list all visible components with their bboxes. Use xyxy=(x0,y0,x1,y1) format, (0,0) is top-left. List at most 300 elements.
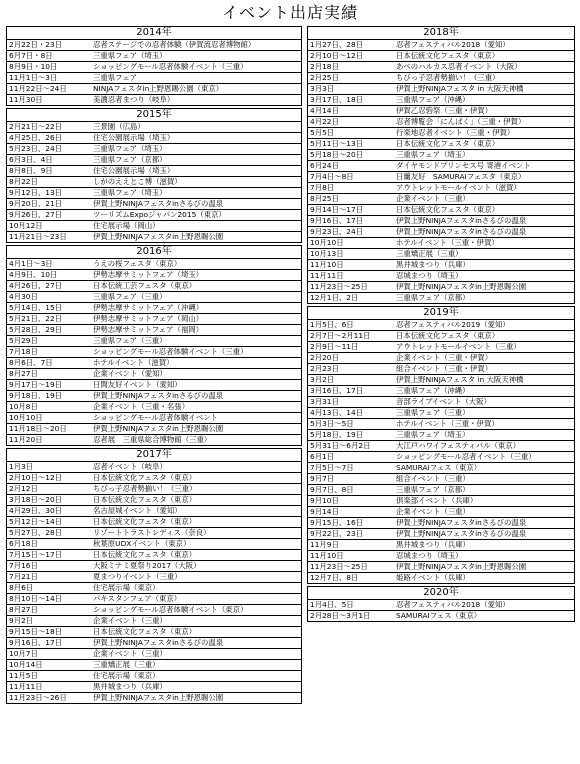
event-row xyxy=(7,347,301,358)
event-row xyxy=(7,325,301,336)
event-date: 2月28日～3月1日 xyxy=(310,611,371,620)
event-name: 組合イベント（三重） xyxy=(396,474,470,483)
event-date: 4月25日、26日 xyxy=(9,133,63,142)
event-row xyxy=(308,551,574,562)
event-row xyxy=(308,293,574,303)
event-name: 日本伝統文化フェスタ（東京） xyxy=(93,627,197,636)
event-name: 伊勢志摩サミットフェア（岡山） xyxy=(93,314,204,323)
event-date: 9月7日、8日 xyxy=(310,485,354,494)
event-row xyxy=(308,205,574,216)
event-name: 忍城まつり（埼玉） xyxy=(396,551,463,560)
event-date: 9月20日、21日 xyxy=(9,199,63,208)
event-name: 三重矯正展（三重） xyxy=(93,660,160,669)
event-name: 三重県フェア（京都） xyxy=(396,485,470,494)
event-name: 忍者ステージでの忍者体験（伊賀流忍者博物館） xyxy=(93,40,256,49)
event-row xyxy=(308,150,574,161)
event-name: 組合イベント（三重・伊賀） xyxy=(396,364,493,373)
event-row xyxy=(7,424,301,435)
event-name: 伊賀上野NINJAフェスタin上野恩賜公園 xyxy=(396,282,527,291)
event-date: 9月18日、19日 xyxy=(9,391,63,400)
year-section xyxy=(307,586,575,622)
event-date: 5月3日～5日 xyxy=(310,419,354,428)
event-name: ツーリズムExpoジャパン2015（東京） xyxy=(93,210,226,219)
event-date: 4月13日、14日 xyxy=(310,408,364,417)
event-date: 9月22日、23日 xyxy=(310,529,364,538)
event-date: 5月27日、28日 xyxy=(9,528,63,537)
year-heading: 2015年 xyxy=(7,109,301,122)
event-name: 企業イベント（三重） xyxy=(396,507,470,516)
event-row xyxy=(7,517,301,528)
event-date: 9月16日、17日 xyxy=(310,216,364,225)
event-date: 9月14日 xyxy=(310,507,339,516)
event-row xyxy=(7,166,301,177)
event-name: ホテルイベント（三重・伊賀） xyxy=(396,419,499,428)
event-date: 8月8日、9日 xyxy=(9,166,53,175)
event-name: 忍者展 三重県総合博物館（三重） xyxy=(93,435,212,444)
event-name: 黒井城まつり（兵庫） xyxy=(396,260,470,269)
event-date: 5月31日～6月2日 xyxy=(310,441,371,450)
event-date: 8月27日 xyxy=(9,605,38,614)
event-date: 5月12日～14日 xyxy=(9,517,63,526)
event-row xyxy=(308,441,574,452)
year-section xyxy=(6,26,302,106)
year-section xyxy=(6,108,302,243)
event-name: 企業イベント（三重） xyxy=(93,649,167,658)
event-row xyxy=(308,364,574,375)
event-row xyxy=(7,133,301,144)
year-heading: 2017年 xyxy=(7,449,301,462)
event-name: NINJAフェスタin上野恩賜公園（東京） xyxy=(93,84,224,93)
event-row xyxy=(7,95,301,105)
year-section xyxy=(6,245,302,446)
event-date: 11月22日～24日 xyxy=(9,84,67,93)
event-date: 10月13日 xyxy=(310,249,344,258)
event-date: 11月10日 xyxy=(310,551,344,560)
event-name: しがのええとこ博（滋賀） xyxy=(93,177,182,186)
event-row xyxy=(7,144,301,155)
event-row xyxy=(308,600,574,611)
left-column xyxy=(6,26,302,706)
event-date: 11月9日 xyxy=(310,540,339,549)
event-row xyxy=(308,386,574,397)
event-date: 7月4日～8日 xyxy=(310,172,354,181)
event-row xyxy=(308,106,574,117)
event-row xyxy=(308,40,574,51)
event-date: 2月7日～2月11日 xyxy=(310,331,371,340)
event-date: 8月6日、7日 xyxy=(9,358,53,367)
event-name: 日本伝統文化フェスタ（東京） xyxy=(93,495,197,504)
event-row xyxy=(7,369,301,380)
event-name: 伊賀上野NINJAフェスタinさるびの温泉 xyxy=(396,227,527,236)
event-row xyxy=(308,342,574,353)
event-row xyxy=(7,380,301,391)
event-row xyxy=(7,292,301,303)
event-name: 日本伝統工芸フェスタ（東京） xyxy=(93,281,197,290)
event-name: 伊賀上野NINJAフェスタinさるびの温泉 xyxy=(396,518,527,527)
event-row xyxy=(7,358,301,369)
event-date: 1月5日、6日 xyxy=(310,320,354,329)
event-row xyxy=(7,221,301,232)
event-name: 忍者フェスティバル2018（愛知） xyxy=(396,600,510,609)
event-date: 2月21日～22日 xyxy=(9,122,63,131)
year-section xyxy=(6,448,302,704)
event-name: 姫路イベント（兵庫） xyxy=(396,573,470,582)
event-name: ホテルイベント（滋賀） xyxy=(93,358,174,367)
event-name: 日本伝統文化フェスタ（東京） xyxy=(93,473,197,482)
event-row xyxy=(7,84,301,95)
event-name: 行楽地忍者イベント（三重・伊賀） xyxy=(396,128,515,137)
event-row xyxy=(7,616,301,627)
event-date: 9月16日、17日 xyxy=(9,638,63,647)
event-row xyxy=(308,62,574,73)
event-date: 2月20日 xyxy=(310,353,339,362)
event-row xyxy=(308,194,574,205)
event-row xyxy=(7,413,301,424)
event-name: 忍者博覧会「にんぱく」（三重・伊賀） xyxy=(396,117,526,126)
event-name: 企業イベント（三重） xyxy=(93,616,167,625)
event-date: 4月1日～3日 xyxy=(9,259,53,268)
event-row xyxy=(7,177,301,188)
event-name: 黒井城まつり（兵庫） xyxy=(396,540,470,549)
year-section xyxy=(307,26,575,304)
event-row xyxy=(7,605,301,616)
event-row xyxy=(7,259,301,270)
event-date: 10月8日 xyxy=(9,402,38,411)
event-row xyxy=(308,271,574,282)
event-date: 7月16日 xyxy=(9,561,38,570)
event-name: ダイヤモンドプリンセス号 寄港イベント xyxy=(396,161,531,170)
event-row xyxy=(7,693,301,703)
event-row xyxy=(308,375,574,386)
event-name: 伊賀上野NINJAフェスタin上野恩賜公園 xyxy=(93,424,224,433)
event-name: 日本伝統文化フェスタ（東京） xyxy=(396,139,500,148)
event-name: 倶楽部イベント（兵庫） xyxy=(396,496,478,505)
event-row xyxy=(7,122,301,133)
event-name: ショッピングモール忍者体験イベント（東京） xyxy=(93,605,248,614)
event-name: 三重県フェア（三重） xyxy=(396,408,470,417)
event-name: 忍者フェスティバル2018（愛知） xyxy=(396,40,510,49)
event-date: 10月10日 xyxy=(310,238,344,247)
event-date: 5月18日、19日 xyxy=(310,430,364,439)
event-date: 11月10日 xyxy=(310,260,344,269)
event-date: 5月21日、22日 xyxy=(9,314,63,323)
event-row xyxy=(308,573,574,583)
event-row xyxy=(308,249,574,260)
event-name: 三重県フェア（沖縄） xyxy=(396,95,470,104)
event-name: 日間友好イベント（愛知） xyxy=(93,380,182,389)
event-date: 7月8日 xyxy=(310,183,335,192)
event-row xyxy=(7,336,301,347)
event-date: 2月23日 xyxy=(310,364,339,373)
event-row xyxy=(7,671,301,682)
event-date: 4月29日、30日 xyxy=(9,506,63,515)
event-name: 美濃忍者まつり（岐阜） xyxy=(93,95,175,104)
event-row xyxy=(7,391,301,402)
event-name: 伊賀上野NINJAフェスタinさるびの温泉 xyxy=(93,199,224,208)
event-name: 伊賀上野NINJAフェスタinさるびの温泉 xyxy=(93,638,224,647)
event-row xyxy=(308,282,574,293)
event-date: 2月18日 xyxy=(310,62,339,71)
event-name: 三重県フェア（京都） xyxy=(93,155,167,164)
event-row xyxy=(7,627,301,638)
event-row xyxy=(7,462,301,473)
event-name: 企業イベント（愛知） xyxy=(93,369,167,378)
event-row xyxy=(308,452,574,463)
event-date: 3月3日 xyxy=(310,84,335,93)
event-date: 5月11日～13日 xyxy=(310,139,364,148)
event-row xyxy=(308,238,574,249)
event-row xyxy=(308,518,574,529)
event-name: ちびっ子忍者勢揃い！（三重） xyxy=(93,484,197,493)
event-date: 5月18日～20日 xyxy=(310,150,364,159)
event-name: 名古屋城イベント（愛知） xyxy=(93,506,182,515)
event-row xyxy=(7,402,301,413)
event-date: 10月14日 xyxy=(9,660,43,669)
event-date: 5月14日、15日 xyxy=(9,303,63,312)
event-date: 7月21日 xyxy=(9,572,38,581)
event-row xyxy=(7,73,301,84)
event-row xyxy=(308,507,574,518)
event-row xyxy=(7,473,301,484)
event-date: 8月25日 xyxy=(310,194,339,203)
event-name: 伊勢志摩サミットフェア（埼玉） xyxy=(93,270,204,279)
event-date: 8月22日 xyxy=(9,177,38,186)
event-date: 8月6日 xyxy=(9,583,34,592)
event-name: SAMURAIフェス（東京） xyxy=(396,463,482,472)
event-date: 8月10日～14日 xyxy=(9,594,63,603)
year-section xyxy=(307,306,575,584)
event-name: 伊勢志摩サミットフェア（福岡） xyxy=(93,325,204,334)
event-row xyxy=(308,430,574,441)
right-column xyxy=(307,26,575,624)
event-name: 三重県フェア xyxy=(93,73,137,82)
event-date: 11月18日～20日 xyxy=(9,424,67,433)
event-row xyxy=(308,117,574,128)
event-row xyxy=(308,529,574,540)
event-date: 9月12日、13日 xyxy=(9,188,63,197)
event-name: 黒井城まつり（兵庫） xyxy=(93,682,167,691)
event-row xyxy=(7,62,301,73)
event-date: 3月17日、18日 xyxy=(310,95,364,104)
event-date: 6月18日 xyxy=(9,539,38,548)
event-name: リゾートトラストレディス（奈良） xyxy=(93,528,211,537)
event-date: 3月16日、17日 xyxy=(310,386,364,395)
event-row xyxy=(308,331,574,342)
event-row xyxy=(308,353,574,364)
event-row xyxy=(308,172,574,183)
event-row xyxy=(7,270,301,281)
event-date: 6月1日 xyxy=(310,452,335,461)
event-name: 三重県フェア（埼玉） xyxy=(396,150,470,159)
event-name: 企業イベント（三重） xyxy=(396,194,470,203)
event-row xyxy=(7,506,301,517)
event-name: 大江戸ハワイフェスティバル（東京） xyxy=(396,441,521,450)
event-row xyxy=(7,314,301,325)
event-row xyxy=(7,583,301,594)
event-row xyxy=(308,260,574,271)
event-name: 伊賀上野NINJAフェスタ in 大阪天神橋 xyxy=(396,375,524,384)
event-name: 日本伝統文化フェスタ（東京） xyxy=(93,517,197,526)
event-row xyxy=(7,528,301,539)
event-name: 日本伝統文化フェスタ（東京） xyxy=(396,205,500,214)
event-row xyxy=(7,660,301,671)
event-row xyxy=(7,649,301,660)
event-date: 2月10日～12日 xyxy=(9,473,63,482)
event-row xyxy=(7,682,301,693)
event-row xyxy=(7,484,301,495)
event-row xyxy=(7,495,301,506)
event-row xyxy=(7,51,301,62)
event-name: 伊賀上野NINJAフェスタ in 大阪天神橋 xyxy=(396,84,524,93)
event-date: 2月12日 xyxy=(9,484,38,493)
event-row xyxy=(7,561,301,572)
event-name: 住宅公園展示場（埼玉） xyxy=(93,166,175,175)
event-name: 伊賀上野NINJAフェスタinさるびの温泉 xyxy=(396,216,527,225)
event-name: 企業イベント（三重・名張） xyxy=(93,402,190,411)
event-name: 三重県フェア（京都） xyxy=(396,293,470,302)
event-date: 4月9日、10日 xyxy=(9,270,58,279)
event-date: 7月5日～7日 xyxy=(310,463,354,472)
event-date: 5月29日 xyxy=(9,336,38,345)
event-name: 夏まつりイベント（三重） xyxy=(93,572,182,581)
event-date: 11月23日～25日 xyxy=(310,562,368,571)
event-date: 12月7日、8日 xyxy=(310,573,359,582)
event-date: 9月14日～17日 xyxy=(310,205,364,214)
event-date: 6月24日 xyxy=(310,161,339,170)
event-row xyxy=(308,95,574,106)
event-date: 5月28日、29日 xyxy=(9,325,63,334)
event-row xyxy=(308,73,574,84)
event-row xyxy=(7,210,301,221)
event-date: 3月2日 xyxy=(310,375,335,384)
event-name: 住宅展示場（東京） xyxy=(93,671,160,680)
year-heading: 2020年 xyxy=(308,587,574,600)
event-name: 秋葉原UDXイベント（東京） xyxy=(93,539,191,548)
event-name: 忍者イベント（岐阜） xyxy=(93,462,167,471)
event-date: 11月23日～26日 xyxy=(9,693,67,702)
event-name: 伊賀上野NINJAフェスタinさるびの温泉 xyxy=(396,529,527,538)
event-row xyxy=(308,139,574,150)
event-name: SAMURAIフェス（東京） xyxy=(396,611,482,620)
event-date: 7月18日 xyxy=(9,347,38,356)
event-row xyxy=(308,161,574,172)
event-date: 11月21日～23日 xyxy=(9,232,67,241)
event-row xyxy=(7,199,301,210)
event-name: アウトレットモールイベント（滋賀） xyxy=(396,183,521,192)
event-date: 10月10日 xyxy=(9,413,43,422)
event-row xyxy=(308,474,574,485)
event-name: ショッピングモール忍者体験イベント（三重） xyxy=(93,62,248,71)
event-name: 忍者フェスティバル2019（愛知） xyxy=(396,320,510,329)
event-name: 三重県フェア（三重） xyxy=(93,336,167,345)
event-row xyxy=(308,397,574,408)
event-name: 伊勢志摩サミットフェア（沖縄） xyxy=(93,303,204,312)
event-name: アウトレットモールイベント（三重） xyxy=(396,342,521,351)
event-date: 11月20日 xyxy=(9,435,43,444)
event-date: 11月1日～3日 xyxy=(9,73,58,82)
event-name: ショッピングモール忍者イベント（三重） xyxy=(396,452,536,461)
event-date: 11月5日 xyxy=(9,671,38,680)
event-name: 三重県フェア（埼玉） xyxy=(396,430,470,439)
event-row xyxy=(308,408,574,419)
event-date: 5月5日 xyxy=(310,128,335,137)
year-heading: 2018年 xyxy=(308,27,574,40)
event-date: 12月1日、2日 xyxy=(310,293,359,302)
event-date: 8月9日・10日 xyxy=(9,62,58,71)
year-heading: 2016年 xyxy=(7,246,301,259)
event-date: 1月3日 xyxy=(9,462,34,471)
event-name: 住宅展示場（東京） xyxy=(93,583,160,592)
event-date: 6月7日・8日 xyxy=(9,51,53,60)
event-name: 忍城まつり（埼玉） xyxy=(396,271,463,280)
event-name: 日蘭友好 SAMURAIフェスタ（東京） xyxy=(396,172,526,181)
event-date: 1月4日、5日 xyxy=(310,600,354,609)
event-date: 9月15日、16日 xyxy=(310,518,364,527)
event-name: 伊賀上野NINJAフェスタin上野恩賜公園 xyxy=(93,693,224,702)
event-row xyxy=(308,84,574,95)
event-row xyxy=(7,40,301,51)
event-row xyxy=(7,281,301,292)
event-name: 伊賀上野NINJAフェスタin上野恩賜公園 xyxy=(396,562,527,571)
year-heading: 2019年 xyxy=(308,307,574,320)
event-row xyxy=(7,435,301,445)
event-row xyxy=(7,232,301,242)
event-name: 音部ライブイベント（大阪） xyxy=(396,397,491,406)
event-date: 9月17日～19日 xyxy=(9,380,63,389)
event-name: 三景園（広島） xyxy=(93,122,145,131)
event-row xyxy=(308,562,574,573)
event-name: 三重矯正展（三重） xyxy=(396,249,463,258)
event-name: ショッピングモール忍者体験イベント xyxy=(93,413,218,422)
event-name: 日本伝統文化フェスタ（東京） xyxy=(396,331,500,340)
event-date: 2月25日 xyxy=(310,73,339,82)
event-name: うえの桜フェスタ（東京） xyxy=(93,259,182,268)
event-date: 9月10日 xyxy=(310,496,339,505)
event-name: 伊賀乙忍砦祭（三重・伊賀） xyxy=(396,106,493,115)
event-date: 11月11日 xyxy=(310,271,344,280)
event-row xyxy=(308,183,574,194)
event-date: 9月2日 xyxy=(9,616,34,625)
event-date: 8月27日 xyxy=(9,369,38,378)
event-date: 4月22日 xyxy=(310,117,339,126)
event-row xyxy=(308,463,574,474)
event-date: 2月9日～11日 xyxy=(310,342,359,351)
event-date: 2月22日・23日 xyxy=(9,40,63,49)
event-row xyxy=(308,485,574,496)
event-date: 4月30日 xyxy=(9,292,38,301)
event-date: 2月10日～12日 xyxy=(310,51,364,60)
event-date: 5月23日、24日 xyxy=(9,144,63,153)
event-date: 9月23日、24日 xyxy=(310,227,364,236)
event-date: 11月11日 xyxy=(9,682,43,691)
event-row xyxy=(7,638,301,649)
event-date: 3月31日 xyxy=(310,397,339,406)
event-row xyxy=(308,540,574,551)
event-name: 三重県フェア（三重） xyxy=(93,292,167,301)
page-title: イベント出店実績 xyxy=(221,3,358,22)
event-name: ちびっ子忍者勢揃い！（三重） xyxy=(396,73,500,82)
event-row xyxy=(308,216,574,227)
event-row xyxy=(7,594,301,605)
event-name: あべのハルカス忍者イベント（大阪） xyxy=(396,62,522,71)
event-name: 三重県フェア（埼玉） xyxy=(93,188,167,197)
event-name: 日本伝統文化フェスタ（東京） xyxy=(93,550,197,559)
event-row xyxy=(308,496,574,507)
event-name: 日本伝統文化フェスタ（東京） xyxy=(396,51,500,60)
event-name: 三重県フェア（埼玉） xyxy=(93,51,167,60)
event-row xyxy=(7,155,301,166)
event-name: 伊賀上野NINJAフェスタin上野恩賜公園 xyxy=(93,232,224,241)
